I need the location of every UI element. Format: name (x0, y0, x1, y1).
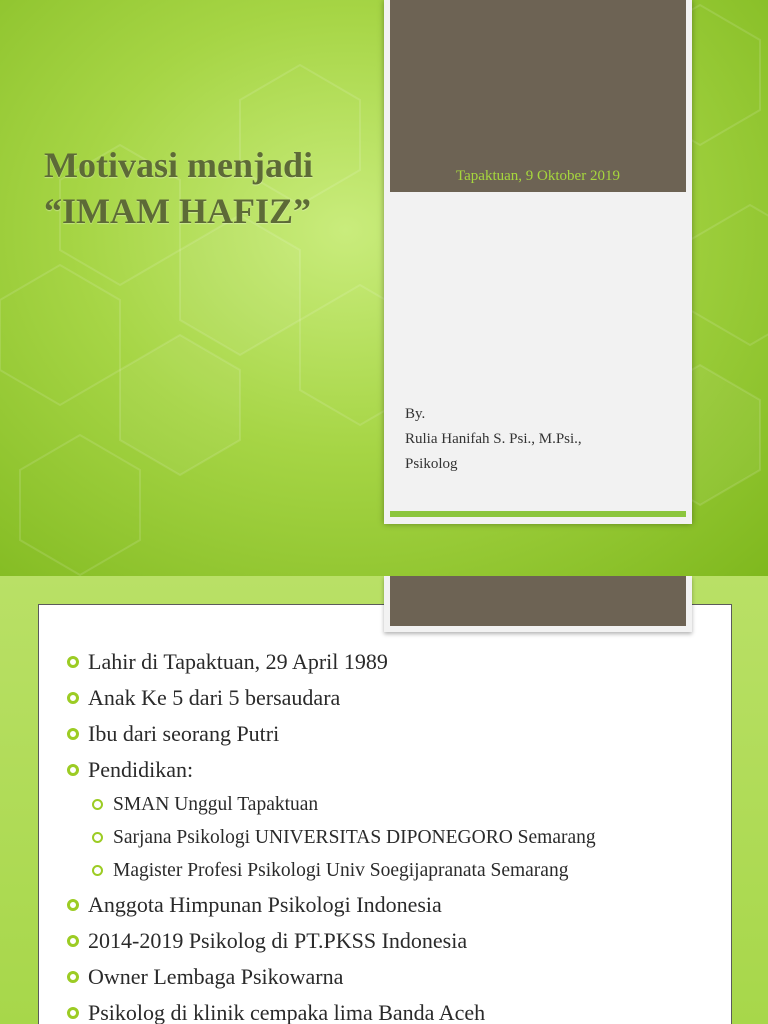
bullet-text: Magister Profesi Psikologi Univ Soegijapranata Semarang (113, 860, 569, 881)
ring-bullet-icon (67, 728, 79, 740)
ring-bullet-icon (67, 1007, 79, 1019)
top-tab (384, 576, 692, 632)
ring-bullet-icon (67, 935, 79, 947)
ring-bullet-icon (67, 692, 79, 704)
bullet-text: SMAN Unggul Tapaktuan (113, 794, 319, 815)
ring-bullet-icon (92, 799, 103, 810)
ring-bullet-icon (92, 865, 103, 876)
bullet-item (66, 718, 726, 754)
bullet-text: Lahir di Tapaktuan, 29 April 1989 (88, 649, 388, 674)
accent-line (390, 511, 686, 517)
bullet-item (66, 889, 726, 925)
author-by-label: By. (405, 406, 426, 422)
panel-header-block (390, 0, 686, 192)
author-name: Rulia Hanifah S. Psi., M.Psi., (405, 431, 582, 447)
top-tab-block (390, 576, 686, 626)
sub-bullet-item (66, 790, 726, 823)
bullet-text: Ibu dari seorang Putri (88, 721, 280, 746)
info-panel (384, 0, 692, 524)
sub-bullet-item (66, 856, 726, 889)
bullet-text: Anggota Himpunan Psikologi Indonesia (88, 892, 442, 917)
bullet-text: Owner Lembaga Psikowarna (88, 964, 344, 989)
ring-bullet-icon (92, 832, 103, 843)
bullet-item (66, 925, 726, 961)
bullet-item (66, 754, 726, 790)
bullet-text: Pendidikan: (88, 757, 194, 782)
bullet-text: Psikolog di klinik cempaka lima Banda Aceh (88, 1000, 486, 1024)
bullet-list (66, 646, 726, 1024)
bullet-item (66, 997, 726, 1024)
ring-bullet-icon (67, 899, 79, 911)
bullet-item (66, 682, 726, 718)
title-line-2: “IMAM HAFIZ” (44, 191, 311, 231)
presentation-date: Tapaktuan, 9 Oktober 2019 (456, 168, 620, 184)
ring-bullet-icon (67, 764, 79, 776)
author-block (405, 402, 582, 477)
content-slide (0, 576, 768, 1024)
ring-bullet-icon (67, 971, 79, 983)
bullet-item (66, 646, 726, 682)
ring-bullet-icon (67, 656, 79, 668)
bullet-text: Sarjana Psikologi UNIVERSITAS DIPONEGORO Semarang (113, 827, 596, 848)
author-role: Psikolog (405, 456, 458, 472)
bullet-text: Anak Ke 5 dari 5 bersaudara (88, 685, 341, 710)
bullet-item (66, 961, 726, 997)
title-line-1: Motivasi menjadi (44, 145, 313, 185)
sub-bullet-item (66, 823, 726, 856)
slide-title (44, 142, 364, 234)
bullet-text: 2014-2019 Psikolog di PT.PKSS Indonesia (88, 928, 468, 953)
